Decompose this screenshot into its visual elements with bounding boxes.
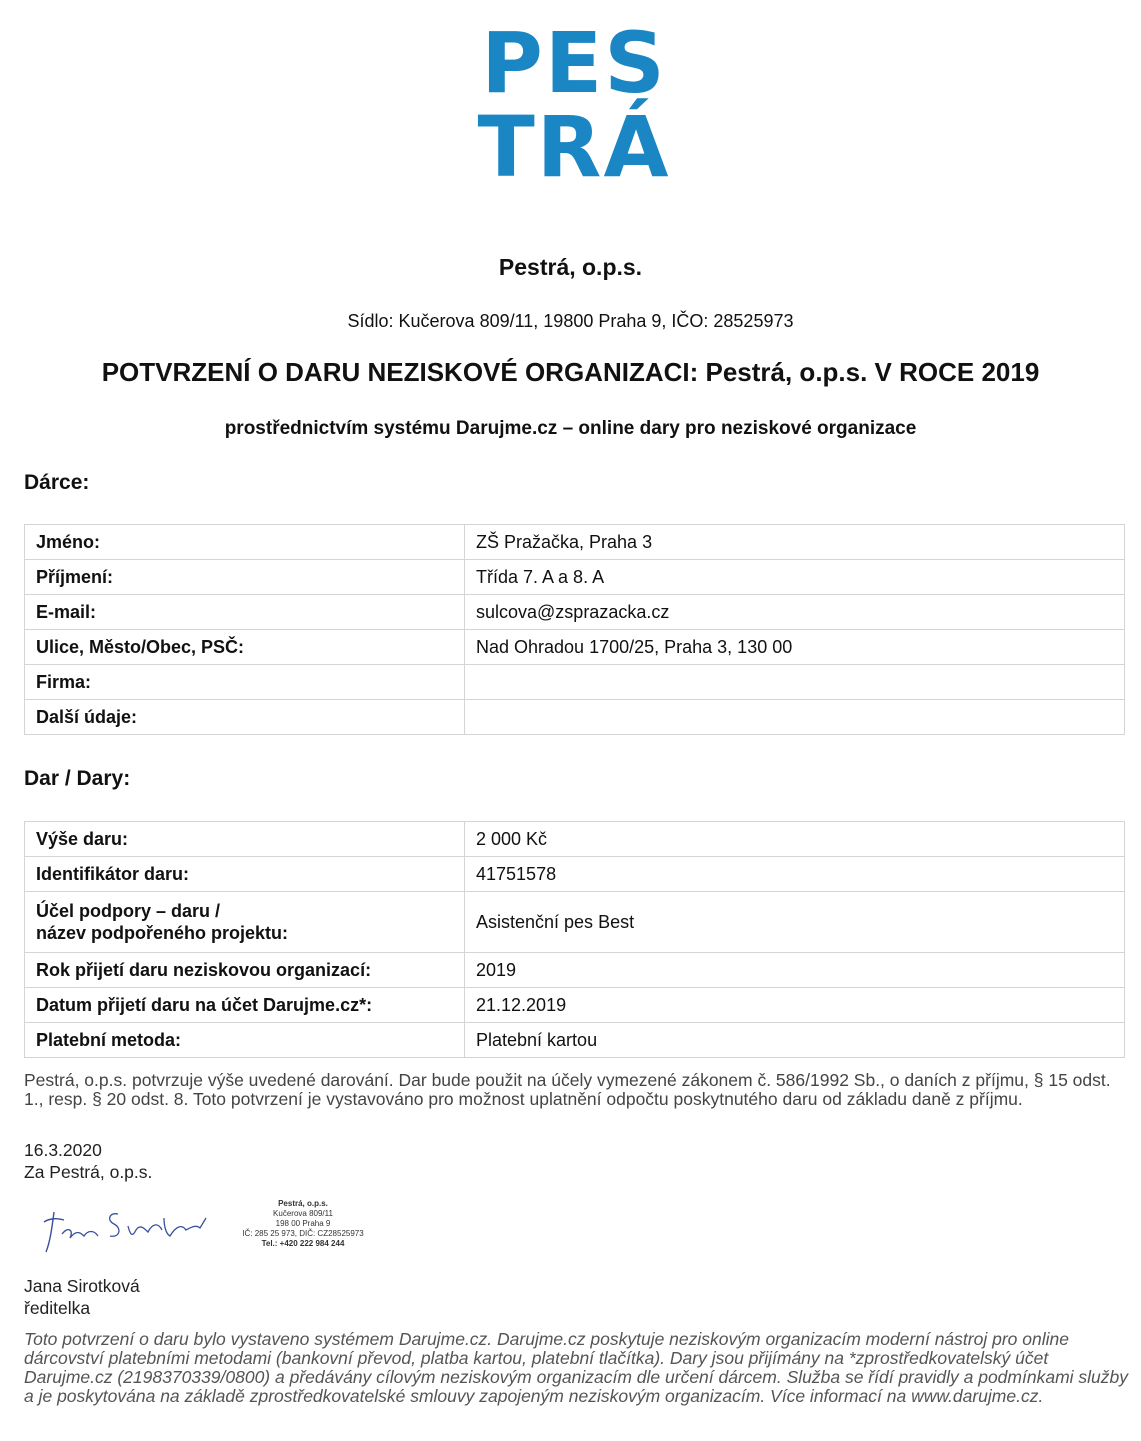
- table-row: [25, 988, 1125, 1023]
- payment-method-value: Platební kartou: [465, 1023, 1125, 1058]
- pestra-logo: [470, 14, 680, 184]
- gift-id-label: Identifikátor daru:: [25, 857, 465, 892]
- gift-purpose-label-line-1: Účel podpory – daru /: [36, 901, 221, 921]
- gift-id-value: 41751578: [465, 857, 1125, 892]
- gift-purpose-value: Asistenční pes Best: [465, 892, 1125, 953]
- table-row: [25, 560, 1125, 595]
- table-row: [25, 595, 1125, 630]
- gift-purpose-label: [25, 892, 465, 953]
- table-row: [25, 665, 1125, 700]
- issue-date: 16.3.2020: [24, 1140, 102, 1160]
- gift-amount-label: Výše daru:: [25, 822, 465, 857]
- donor-last-name-label: Příjmení:: [25, 560, 465, 595]
- on-behalf-of: Za Pestrá, o.p.s.: [24, 1162, 153, 1182]
- gifts-heading: Dar / Dary:: [24, 767, 131, 790]
- document-title: POTVRZENÍ O DARU NEZISKOVÉ ORGANIZACI: Pestrá, o.p.s. V ROCE 2019: [101, 357, 1040, 387]
- donor-address-label: Ulice, Město/Obec, PSČ:: [25, 630, 465, 665]
- donor-first-name-label: Jméno:: [25, 525, 465, 560]
- gift-date-label: Datum přijetí daru na účet Darujme.cz*:: [25, 988, 465, 1023]
- table-row: [25, 953, 1125, 988]
- gift-purpose-label-line-2: název podpořeného projektu:: [36, 923, 289, 943]
- table-row: [25, 892, 1125, 953]
- donor-address-value: Nad Ohradou 1700/25, Praha 3, 130 00: [465, 630, 1125, 665]
- table-row: [25, 700, 1125, 735]
- donor-company-value: [465, 665, 1125, 700]
- donor-heading: Dárce:: [24, 471, 90, 494]
- donor-email-value: sulcova@zsprazacka.cz: [465, 595, 1125, 630]
- table-row: [25, 822, 1125, 857]
- signer-name: Jana Sirotková: [24, 1276, 140, 1296]
- table-row: [25, 525, 1125, 560]
- gifts-table: [24, 821, 1125, 1058]
- organization-stamp: [238, 1199, 368, 1249]
- org-seat: Sídlo: Kučerova 809/11, 19800 Praha 9, IČO: 28525973: [347, 311, 794, 331]
- donor-last-name-value: Třída 7. A a 8. A: [465, 560, 1125, 595]
- donor-email-label: E-mail:: [25, 595, 465, 630]
- donor-first-name-value: ZŠ Pražačka, Praha 3: [465, 525, 1125, 560]
- gift-amount-value: 2 000 Kč: [465, 822, 1125, 857]
- gift-year-value: 2019: [465, 953, 1125, 988]
- donor-other-value: [465, 700, 1125, 735]
- org-name: Pestrá, o.p.s.: [498, 254, 643, 280]
- handwritten-signature: [40, 1200, 220, 1260]
- payment-method-label: Platební metoda:: [25, 1023, 465, 1058]
- gift-date-value: 21.12.2019: [465, 988, 1125, 1023]
- logo-line-1: PES: [481, 14, 667, 112]
- stamp-line-5: Tel.: +420 222 984 244: [261, 1239, 345, 1248]
- document-subtitle: prostřednictvím systému Darujme.cz – online dary pro neziskové organizace: [224, 418, 917, 439]
- gift-year-label: Rok přijetí daru neziskovou organizací:: [25, 953, 465, 988]
- stamp-line-1: Pestrá, o.p.s.: [278, 1199, 328, 1208]
- donor-table: [24, 524, 1125, 735]
- table-row: [25, 1023, 1125, 1058]
- signature-graphic: [40, 1200, 220, 1260]
- donor-company-label: Firma:: [25, 665, 465, 700]
- stamp-line-4: IČ: 285 25 973, DIČ: CZ28525973: [242, 1229, 364, 1238]
- pestra-logo-graphic: [470, 14, 680, 184]
- confirmation-text: Pestrá, o.p.s. potvrzuje výše uvedené darování. Dar bude použit na účely vymezené zákonem č. 586/1992 Sb., o daních z příjmu, § 15 odst. 1., resp. § 20 odst. 8. Toto potvrzení je vystavováno pro možnost uplatnění odpočtu poskytnutého daru od základu daně z příjmu.: [24, 1070, 1111, 1109]
- logo-line-2: TRÁ: [477, 98, 671, 184]
- signer-role: ředitelka: [24, 1298, 91, 1318]
- donor-other-label: Další údaje:: [25, 700, 465, 735]
- stamp-line-3: 198 00 Praha 9: [275, 1219, 331, 1228]
- table-row: [25, 630, 1125, 665]
- table-row: [25, 857, 1125, 892]
- footer-note: Toto potvrzení o daru bylo vystaveno systémem Darujme.cz. Darujme.cz poskytuje neziskovým organizacím moderní nástroj pro online dárcovství platebními metodami (bankovní převod, platba kartou, platební tlačítka). Dary jsou přijímány na *zprostředkovatelský účet Darujme.cz (2198370339/0800) a předávány cílovým neziskovým organizacím dle určení dárcem. Služba se řídí pravidly a podmínkami služby a je poskytována na základě zprostředkovatelské smlouvy zapojeným neziskovým organizacím. Více informací na www.darujme.cz.: [24, 1329, 1128, 1406]
- stamp-line-2: Kučerova 809/11: [273, 1209, 333, 1218]
